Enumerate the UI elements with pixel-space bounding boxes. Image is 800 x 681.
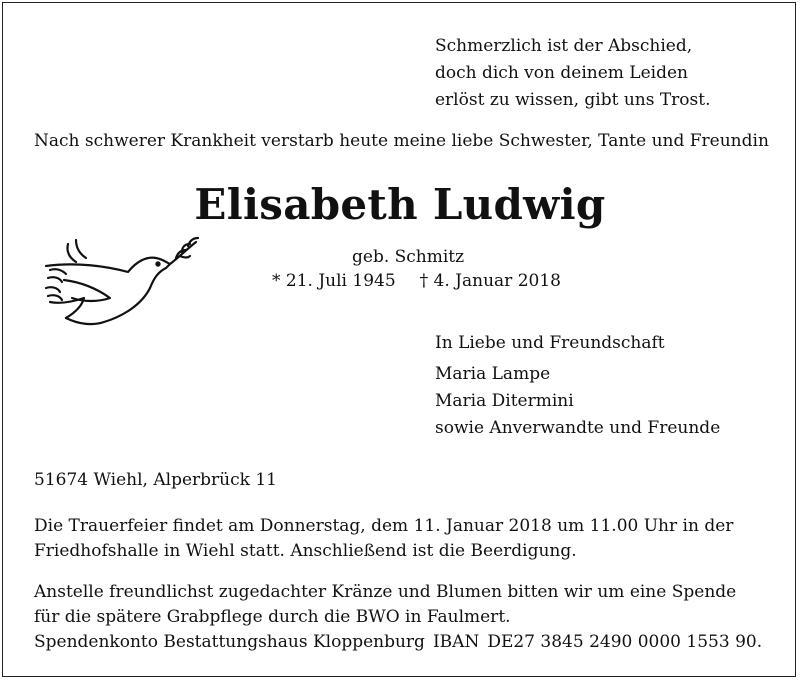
verse-line: Schmerzlich ist der Abschied, bbox=[435, 36, 693, 56]
mourners bbox=[435, 330, 720, 442]
birth-date: * 21. Juli 1945 bbox=[272, 271, 396, 291]
intro-text: Nach schwerer Krankheit verstarb heute meine liebe Schwester, Tante und Freundin bbox=[34, 131, 769, 151]
account-label: Spendenkonto Bestattungshaus Kloppenburg bbox=[34, 632, 425, 652]
mourner-name: sowie Anverwandte und Freunde bbox=[435, 418, 721, 438]
death-date: † 4. Januar 2018 bbox=[419, 271, 561, 291]
bank-account bbox=[34, 630, 763, 655]
mourners-heading: In Liebe und Freundschaft bbox=[435, 333, 665, 353]
life-dates bbox=[272, 268, 561, 295]
donation-notice bbox=[34, 580, 763, 655]
mourner-name: Maria Lampe bbox=[435, 364, 551, 384]
verse-line: doch dich von deinem Leiden bbox=[435, 63, 688, 83]
donation-text: Anstelle freundlichst zugedachter Kränze und Blumen bitten wir um eine Spende für die spätere Grabpflege durch die BWO in Faulmert. bbox=[34, 582, 737, 627]
verse bbox=[435, 33, 711, 114]
address: 51674 Wiehl, Alperbrück 11 bbox=[34, 470, 277, 490]
dove-icon bbox=[36, 232, 201, 332]
born-name: geb. Schmitz bbox=[352, 247, 465, 267]
iban-value: DE27 3845 2490 0000 1553 90. bbox=[487, 632, 763, 652]
mourner-name: Maria Ditermini bbox=[435, 391, 574, 411]
deceased-name: Elisabeth Ludwig bbox=[194, 180, 606, 229]
iban-label: IBAN bbox=[432, 632, 480, 652]
verse-line: erlöst zu wissen, gibt uns Trost. bbox=[435, 90, 711, 110]
funeral-notice: Die Trauerfeier findet am Donnerstag, dem 11. Januar 2018 um 11.00 Uhr in der Friedhofshalle in Wiehl statt. Anschließend ist die Beerdigung. bbox=[34, 516, 734, 561]
